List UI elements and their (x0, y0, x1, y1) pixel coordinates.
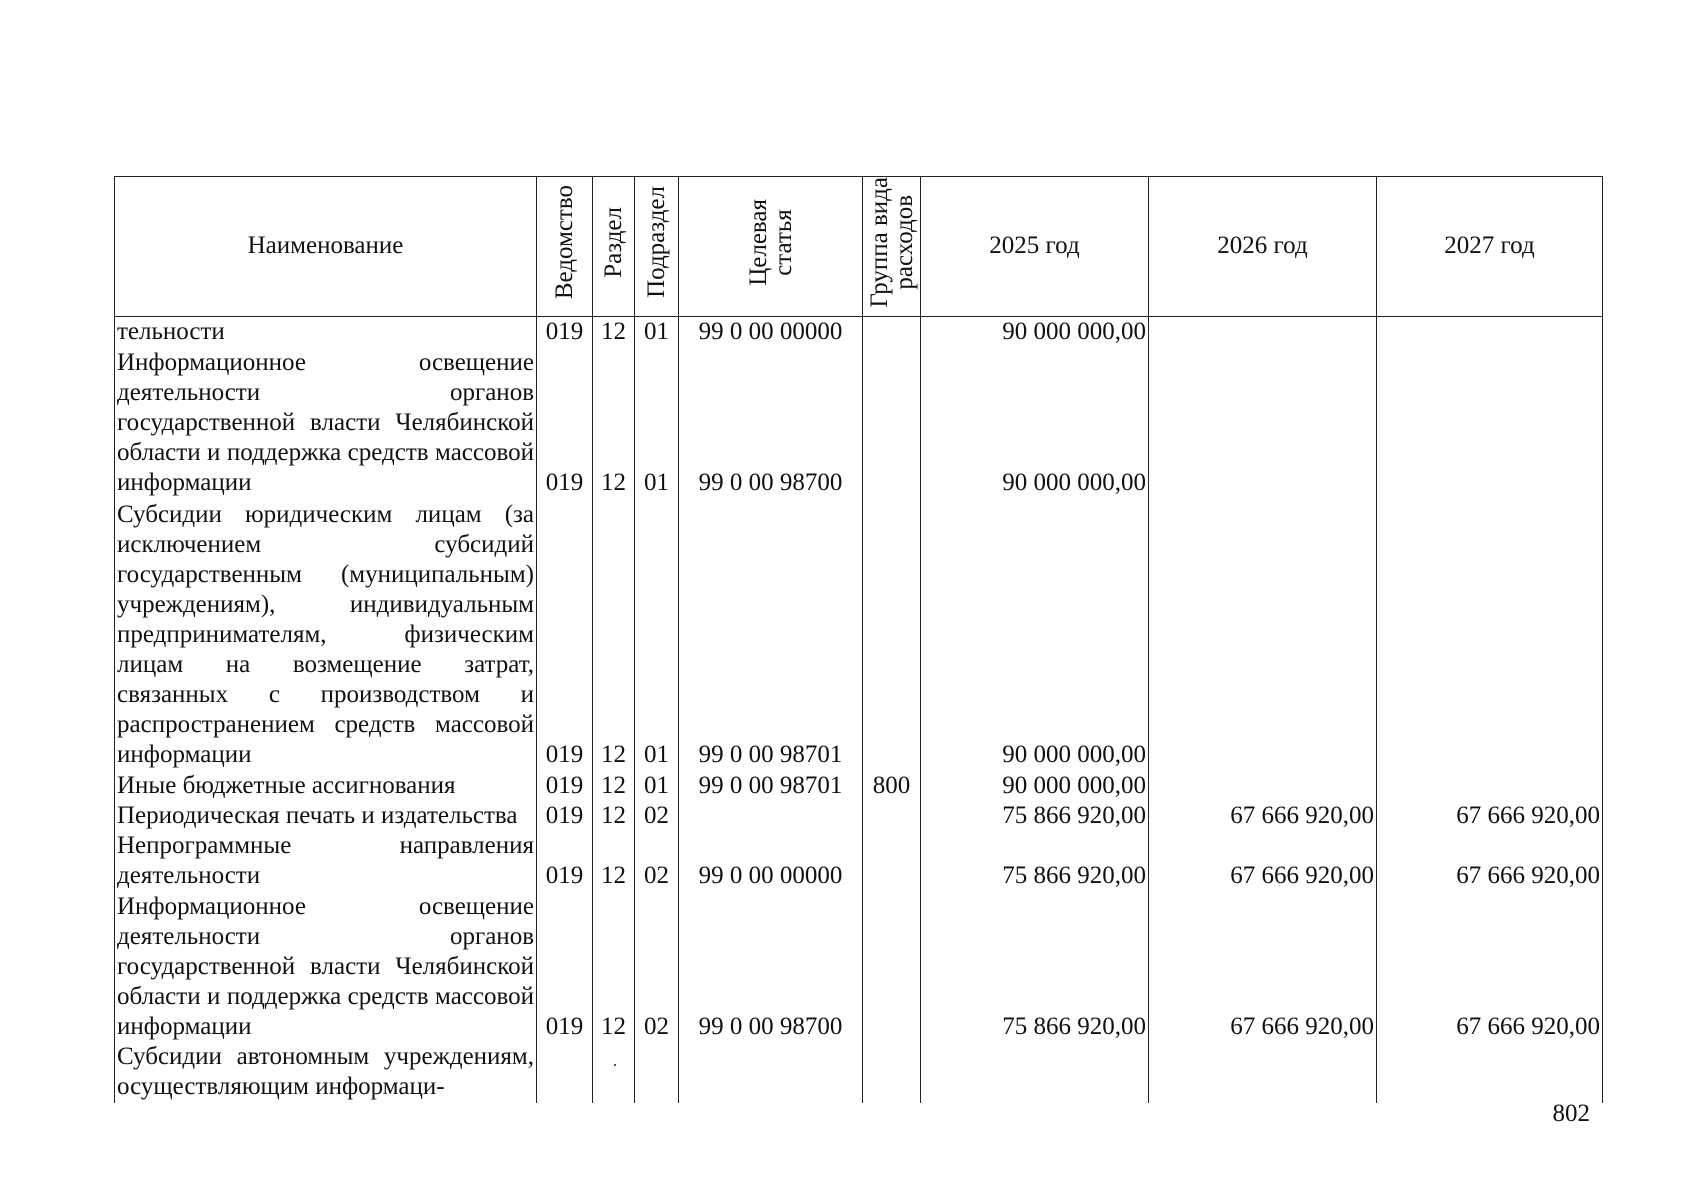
row-2026 (1149, 316, 1377, 347)
row-name: Субсидии юридическим лицам (за исключением субсидий государственным (муниципальным) учреждениям), индивидуальным предпринимателям, физическим лицам на возмещение затрат, связанных с производством и распространением средств массовой информации (115, 498, 537, 770)
row-2027: 67 666 920,00 (1377, 831, 1603, 891)
row-2025: 75 866 920,00 (921, 891, 1149, 1042)
header-2025: 2025 год (921, 177, 1149, 317)
row-2026: 67 666 920,00 (1149, 831, 1377, 891)
table-row (115, 831, 1603, 891)
row-2027: 67 666 920,00 (1377, 801, 1603, 831)
row-2025: 90 000 000,00 (921, 347, 1149, 498)
row-razdel (593, 1042, 635, 1103)
row-target-article (679, 801, 863, 831)
row-razdel: 12 (593, 831, 635, 891)
header-razdel: Раздел (593, 177, 635, 317)
row-razdel: 12 (593, 891, 635, 1042)
row-2026: 67 666 920,00 (1149, 891, 1377, 1042)
row-2026 (1149, 498, 1377, 770)
row-razdel: 12 (593, 347, 635, 498)
row-podrazdel: 01 (635, 316, 679, 347)
row-2027 (1377, 316, 1603, 347)
row-vedomstvo (537, 1042, 593, 1103)
table-row (115, 498, 1603, 770)
row-vedomstvo: 019 (537, 891, 593, 1042)
row-podrazdel: 02 (635, 801, 679, 831)
row-podrazdel: 01 (635, 347, 679, 498)
row-podrazdel: 01 (635, 770, 679, 800)
row-expense-group (863, 498, 921, 770)
row-target-article: 99 0 00 00000 (679, 316, 863, 347)
row-2026 (1149, 1042, 1377, 1103)
row-name: Информационное освещение деятельности органов государственной власти Челябинской области и поддержка средств массовой информации (115, 891, 537, 1042)
row-target-article: 99 0 00 00000 (679, 831, 863, 891)
row-expense-group (863, 316, 921, 347)
table-row (115, 316, 1603, 347)
row-2026 (1149, 347, 1377, 498)
row-name: Субсидии автономным учреждениям, осуществляющим информаци- (115, 1042, 537, 1103)
row-target-article (679, 1042, 863, 1103)
row-expense-group (863, 891, 921, 1042)
row-vedomstvo: 019 (537, 770, 593, 800)
header-podrazdel: Подраздел (635, 177, 679, 317)
header-2027: 2027 год (1377, 177, 1603, 317)
row-podrazdel: 02 (635, 831, 679, 891)
budget-table (114, 176, 1603, 1103)
row-2027 (1377, 498, 1603, 770)
row-name: Периодическая печать и издательства (115, 801, 537, 831)
row-2025: 90 000 000,00 (921, 316, 1149, 347)
table-row (115, 801, 1603, 831)
row-razdel: 12 (593, 316, 635, 347)
row-name: Непрограммные направления деятельности (115, 831, 537, 891)
row-2027: 67 666 920,00 (1377, 891, 1603, 1042)
row-target-article: 99 0 00 98701 (679, 498, 863, 770)
table-row (115, 1042, 1603, 1103)
row-2026 (1149, 770, 1377, 800)
row-2025: 75 866 920,00 (921, 801, 1149, 831)
row-2026: 67 666 920,00 (1149, 801, 1377, 831)
row-expense-group (863, 347, 921, 498)
row-target-article: 99 0 00 98700 (679, 347, 863, 498)
row-2025 (921, 1042, 1149, 1103)
scan-dot-mark (614, 1064, 616, 1066)
header-expense-group: Группа вида расходов (863, 177, 921, 317)
row-name: тельности (115, 316, 537, 347)
row-2025: 75 866 920,00 (921, 831, 1149, 891)
row-razdel: 12 (593, 770, 635, 800)
table-row (115, 347, 1603, 498)
row-2025: 90 000 000,00 (921, 498, 1149, 770)
row-name: Иные бюджетные ассигнования (115, 770, 537, 800)
row-expense-group (863, 801, 921, 831)
row-vedomstvo: 019 (537, 498, 593, 770)
row-expense-group (863, 831, 921, 891)
row-target-article: 99 0 00 98700 (679, 891, 863, 1042)
row-razdel: 12 (593, 498, 635, 770)
table-row (115, 770, 1603, 800)
table-header (115, 177, 1603, 317)
row-vedomstvo: 019 (537, 347, 593, 498)
row-target-article: 99 0 00 98701 (679, 770, 863, 800)
header-2026: 2026 год (1149, 177, 1377, 317)
row-2025: 90 000 000,00 (921, 770, 1149, 800)
row-2027 (1377, 347, 1603, 498)
row-vedomstvo: 019 (537, 801, 593, 831)
row-razdel: 12 (593, 801, 635, 831)
table-row (115, 891, 1603, 1042)
row-expense-group: 800 (863, 770, 921, 800)
page-number: 802 (1552, 1100, 1590, 1127)
row-podrazdel: 01 (635, 498, 679, 770)
row-2027 (1377, 1042, 1603, 1103)
header-target-article: Целевая статья (679, 177, 863, 317)
header-vedomstvo: Ведомство (537, 177, 593, 317)
row-vedomstvo: 019 (537, 316, 593, 347)
row-expense-group (863, 1042, 921, 1103)
row-podrazdel: 02 (635, 891, 679, 1042)
row-podrazdel (635, 1042, 679, 1103)
row-vedomstvo: 019 (537, 831, 593, 891)
header-name: Наименование (115, 177, 537, 317)
row-name: Информационное освещение деятельности органов государственной власти Челябинской области и поддержка средств массовой информации (115, 347, 537, 498)
row-2027 (1377, 770, 1603, 800)
